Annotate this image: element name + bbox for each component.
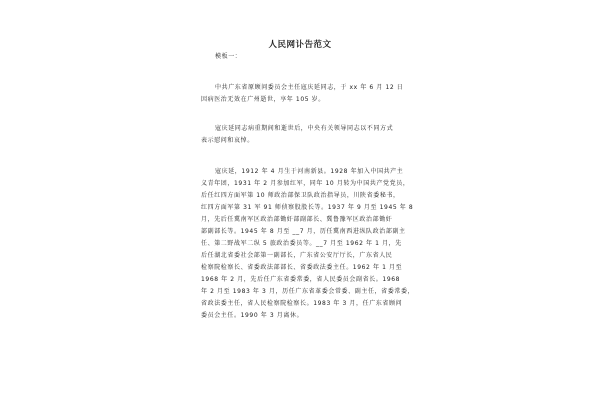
paragraph-3-line-5: 月，先后任冀南军区政治部锄奸部副部长、冀鲁豫军区政治部锄奸 bbox=[201, 216, 393, 223]
paragraph-3-line-11: 年 2 月至 1983 年 3 月，历任广东省革委会常委、副主任，省委常委， bbox=[201, 288, 415, 295]
paragraph-1-line-2: 因病医治无效在广州逝世，享年 105 岁。 bbox=[201, 96, 325, 103]
paragraph-3-line-4: 红四方面军第 31 军 91 师侦察股股长等。1937 年 9 月至 1945 年 8 bbox=[201, 204, 414, 211]
paragraph-3-line-6: 部副部长等。1945 年 8 月至 __7 月，历任冀南西进纵队政治部副主 bbox=[201, 228, 406, 235]
paragraph-2-line-1: 寇庆延同志病重期间和逝世后，中央有关领导同志以不同方式 bbox=[215, 125, 394, 132]
paragraph-3-line-7: 任、第二野战军二纵 5 旅政治委员等。__7 月至 1962 年 1 月，先 bbox=[201, 240, 402, 247]
paragraph-3-line-3: 后任红四方面军第 10 师政治部保卫队政治指导员，川陕省委秘书， bbox=[201, 192, 400, 199]
document-title: 人民网讣告范文 bbox=[268, 40, 332, 50]
paragraph-3-line-13: 委员会主任。1990 年 3 月离休。 bbox=[201, 312, 304, 319]
template-label: 模板一： bbox=[215, 53, 242, 60]
paragraph-3-line-9: 检察院检察长、省委政法部部长、省委政法委主任。1962 年 1 月至 bbox=[201, 264, 403, 271]
paragraph-3-line-10: 1968 年 2 月，先后任广东省委常委，省人民委员会副省长。1968 bbox=[201, 276, 401, 283]
paragraph-3-line-8: 后任湖北省委社会部第一副部长，广东省公安厅厅长，广东省人民 bbox=[201, 252, 393, 259]
paragraph-3-line-2: 义青年团，1931 年 2 月参加红军，同年 10 月转为中国共产党党员， bbox=[201, 180, 410, 187]
paragraph-3-line-1: 寇庆延，1912 年 4 月生于河南新县。1928 年加入中国共产主 bbox=[215, 168, 404, 175]
paragraph-2-line-2: 表示慰问和哀悼。 bbox=[201, 137, 254, 144]
paragraph-1-line-1: 中共广东省原顾问委员会主任寇庆延同志，于 xx 年 6 月 12 日 bbox=[215, 84, 404, 91]
paragraph-3-line-12: 省政法委主任，省人民检察院检察长。1983 年 3 月，任广东省顾问 bbox=[201, 300, 403, 307]
